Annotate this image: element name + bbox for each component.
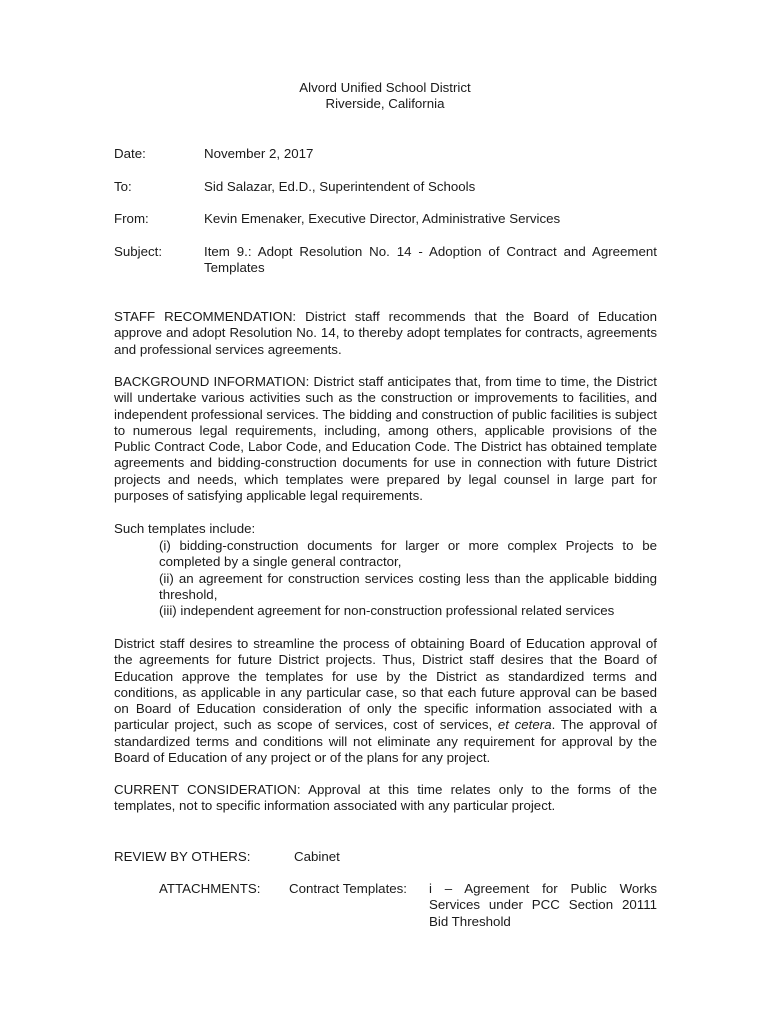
subject-label: Subject: xyxy=(114,244,163,259)
district-location: Riverside, California xyxy=(325,96,445,111)
template-item-1: (i) bidding-construction documents for larger or more complex Projects to be completed by a single general contractor, xyxy=(159,538,657,570)
district-name: Alvord Unified School District xyxy=(299,80,471,95)
current-consideration: CURRENT CONSIDERATION: Approval at this time relates only to the forms of the templates, not to specific information associated with any particular project. xyxy=(114,782,657,814)
from-value: Kevin Emenaker, Executive Director, Administrative Services xyxy=(204,211,561,226)
from-label: From: xyxy=(114,211,149,226)
subject-value: Item 9.: Adopt Resolution No. 14 - Adoption of Contract and Agreement Templates xyxy=(204,244,657,276)
streamline-text-before: District staff desires to streamline the process of obtaining Board of Education approval of the agreements for future District projects. Thus, District staff desires that the Board of Education approve the templates for use by the District as standardized terms and conditions, as applicable in any particular case, so that each future approval can be based on Board of Education consideration of only the specific information associated with a particular project, such as scope of services, cost of services, xyxy=(114,636,657,733)
streamline-text-after: . The approval of standardized terms and conditions will not eliminate any requirement for approval by the Board of Education of any project or of the plans for any project. xyxy=(114,717,658,766)
review-label: REVIEW BY OTHERS: xyxy=(114,849,251,864)
streamline-italic: et cetera xyxy=(497,717,552,733)
staff-recommendation: STAFF RECOMMENDATION: District staff recommends that the Board of Education approve and adopt Resolution No. 14, to thereby adopt templates for contracts, agreements and professional services agreements. xyxy=(114,309,657,357)
attachments-label: ATTACHMENTS: xyxy=(159,881,261,896)
templates-intro: Such templates include: xyxy=(114,521,256,536)
background-information: BACKGROUND INFORMATION: District staff anticipates that, from time to time, the District will undertake various activities such as the construction or improvements to facilities, and independent professional services. The bidding and construction of public facilities is subject to numerous legal requirements, including, among others, applicable provisions of the Public Contract Code, Labor Code, and Education Code. The District has obtained template agreements and bidding-construction documents for use in connection with future District projects and needs, which templates were prepared by legal counsel in large part for purposes of satisfying applicable legal requirements. xyxy=(114,374,657,504)
streamline-paragraph xyxy=(114,636,657,766)
to-label: To: xyxy=(114,179,132,194)
to-value: Sid Salazar, Ed.D., Superintendent of Schools xyxy=(204,179,476,194)
review-value: Cabinet xyxy=(294,849,340,864)
date-label: Date: xyxy=(114,146,146,161)
date-value: November 2, 2017 xyxy=(204,146,314,161)
template-item-3: (iii) independent agreement for non-construction professional related services xyxy=(159,603,615,618)
attachment-item: i – Agreement for Public Works Services under PCC Section 20111 Bid Threshold xyxy=(429,881,657,929)
attachments-sublabel: Contract Templates: xyxy=(289,881,408,896)
template-item-2: (ii) an agreement for construction services costing less than the applicable bidding threshold, xyxy=(159,571,657,603)
